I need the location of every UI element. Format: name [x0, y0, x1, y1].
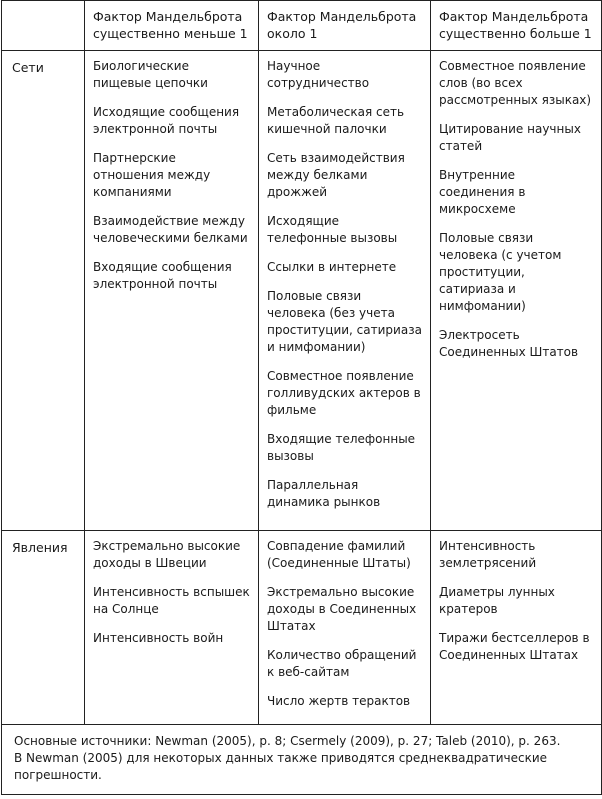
list-item: Тиражи бестселлеров в Соединенных Штатах: [439, 631, 590, 662]
networks-around-cell: [259, 51, 431, 531]
list-item: Интенсивность вспышек на Солнце: [93, 585, 250, 616]
list-item: Половые связи человека (с учетом проституции, сатириаза и нимфомании): [439, 231, 562, 313]
list-item: Интенсивность землетрясений: [439, 539, 537, 570]
list-item: Ссылки в интернете: [267, 260, 397, 274]
list-item: Электросеть Соединенных Штатов: [439, 328, 579, 359]
list-item: Научное сотрудничество: [267, 59, 370, 90]
list-item: Партнерские отношения между компаниями: [93, 151, 211, 199]
list-item: Метаболическая сеть кишечной палочки: [267, 105, 405, 136]
list-item: Входящие сообщения электронной почты: [93, 260, 232, 291]
phenomena-greater-cell: [431, 531, 602, 725]
list-item: Исходящие телефонные вызовы: [267, 214, 398, 245]
list-item: Исходящие сообщения электронной почты: [93, 105, 240, 136]
list-item: Экстремально высокие доходы в Соединенных Штатах: [267, 585, 417, 633]
networks-less-cell: [85, 51, 259, 531]
networks-greater-cell: [431, 51, 602, 531]
header-col-greater: Фактор Мандельброта существенно больше 1: [431, 1, 602, 51]
list-item: Параллельная динамика рынков: [267, 478, 381, 509]
list-item: Сеть взаимодействия между белками дрожжей: [267, 151, 405, 199]
list-item: Диаметры лунных кратеров: [439, 585, 555, 616]
list-item: Экстремально высокие доходы в Швеции: [93, 539, 241, 570]
row-phenomena: [2, 531, 602, 725]
list-item: Цитирование научных статей: [439, 122, 581, 153]
footnote-errors: В Newman (2005) для некоторых данных также приводятся среднеквадратические погрешности.: [14, 751, 548, 782]
list-item: Число жертв терактов: [267, 694, 411, 708]
list-item: Половые связи человека (без учета проституции, сатириаза и нимфомании): [267, 289, 422, 354]
list-item: Интенсивность войн: [93, 631, 224, 645]
list-item: Совпадение фамилий (Соединенные Штаты): [267, 539, 411, 570]
footnote: [2, 725, 602, 795]
list-item: Биологические пищевые цепочки: [93, 59, 208, 90]
footnote-row: [2, 725, 602, 795]
list-item: Количество обращений к веб-сайтам: [267, 648, 417, 679]
list-item: Входящие телефонные вызовы: [267, 432, 416, 463]
row-label-phenomena: Явления: [2, 531, 85, 725]
mandelbrot-table: [1, 0, 602, 795]
header-col-around: Фактор Мандельброта около 1: [259, 1, 431, 51]
list-item: Внутренние соединения в микросхеме: [439, 168, 526, 216]
phenomena-around-cell: [259, 531, 431, 725]
row-label-networks: Сети: [2, 51, 85, 531]
header-col-less: Фактор Мандельброта существенно меньше 1: [85, 1, 259, 51]
header-corner: [2, 1, 85, 51]
row-networks: [2, 51, 602, 531]
phenomena-less-cell: [85, 531, 259, 725]
list-item: Совместное появление голливудских актеров в фильме: [267, 369, 421, 417]
footnote-sources: Основные источники: Newman (2005), p. 8; Csermely (2009), p. 27; Taleb (2010), p. 263.: [14, 734, 561, 748]
list-item: Совместное появление слов (во всех рассмотренных языках): [439, 59, 592, 107]
header-row: [2, 1, 602, 51]
list-item: Взаимодействие между человеческими белками: [93, 214, 248, 245]
